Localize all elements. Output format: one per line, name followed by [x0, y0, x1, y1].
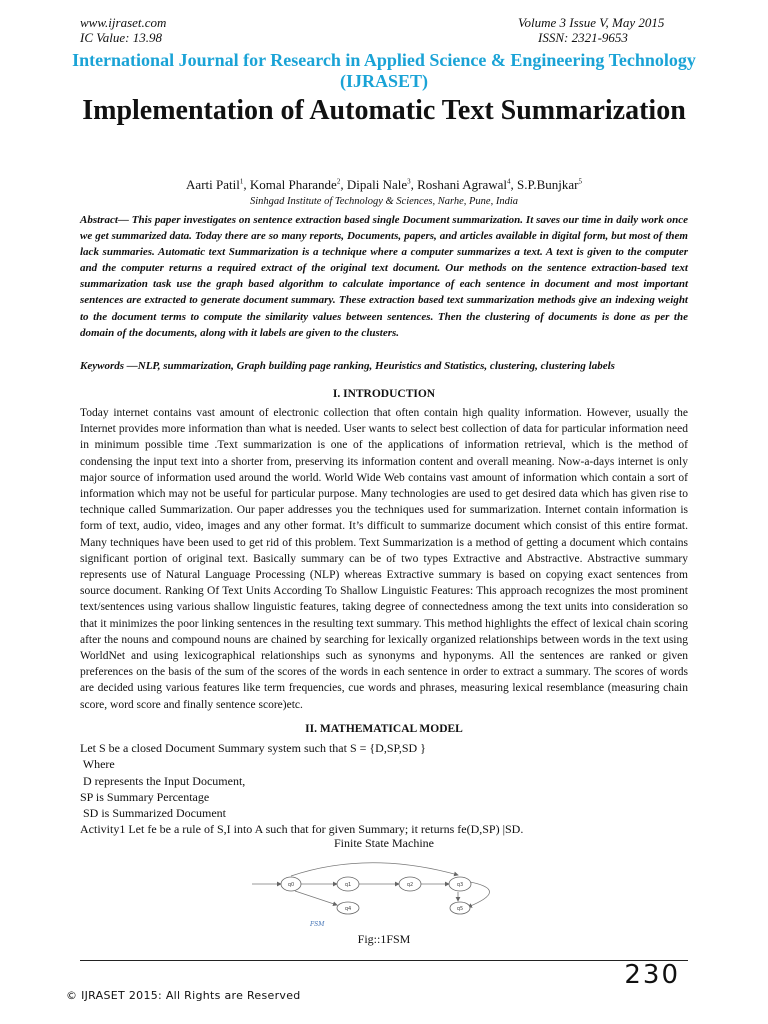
fsm-node-label: q0 — [287, 882, 295, 888]
author: Roshani Agrawal$^4$ — [417, 177, 511, 192]
running-header-left — [80, 15, 166, 45]
section-heading-introduction: I. INTRODUCTION — [332, 388, 436, 400]
fsm-node-label: q1 — [344, 882, 352, 888]
math-line: SP is Summary Percentage — [80, 789, 210, 804]
affiliation: Sinhgad Institute of Technology & Sciences, Narhe, Pune, India — [249, 196, 518, 207]
running-header-right — [518, 15, 664, 45]
fsm-diagram — [248, 858, 520, 930]
fsm-title: Finite State Machine — [334, 836, 434, 850]
math-line: Let S be a closed Document Summary system such that S = {D,SP,SD } — [80, 741, 426, 755]
author: Aarti Patil$^1$ — [186, 177, 244, 192]
copyright-footer: © IJRASET 2015: All Rights are Reserved — [66, 989, 301, 1002]
figure-caption: Fig::1FSM — [357, 932, 411, 946]
fsm-node-label: q3 — [456, 882, 464, 888]
introduction-body: Today internet contains vast amount of electronic collection that often contain high quality information. However, usually the Internet provides more information than what is needed. User wants to select best collection of data for particular information need in minimum possible time .Text summarization is one of the applications of information retrieval, which is the method of condensing the input text into a shorter from, preserving its information content and overall meaning. Now-a-days internet is only major source of information used around the world. World Wide Web contains vast amount of information which contain a sort of information which may not be useful for particular purpose. Many technologies are used to get desired data which has given rise to technique called Summarization. Our paper addresses you the techniques used for summarization. Internet contain information is form of text, audio, video, images and any other format. It’s difficult to summarize document which consist of this entire format. Many techniques have been used to get rid of this problem. Text Summarization is a method of getting a document which contains significant portion of original text. Basically summary can be of two types Extractive and Abstractive. Abstractive summary represents use of Natural Language Processing (NLP) whereas Extractive summary is based on copying exact sentences from source document. Ranking Of Text Units According To Shallow Linguistic Features: This approach recognizes the most prominent text/sentences using various shallow linguistic features, taking degree of connectedness among the text units into consideration so that it minimizes the poor linking sentences in the resulting text summary. This method highlights the effect of lexical chain scoring after the nouns and compound nouns are chained by searching for lexically organized relationships between words in the text using WorldNet and using lexicographical relationships such as synonyms and hyponyms. All the sentences are ranked or given preferences on the basis of the sum of the scores of the words in each sentence in order to extract a summary. The scores of words are decided using various features like term frequencies, cue words and phrases, measuring lexical resemblance (measuring chain score, word score and finally sentence score)etc. — [80, 407, 688, 711]
fsm-edge — [291, 863, 458, 876]
author: S.P.Bunjkar$^5$ — [517, 177, 582, 192]
fsm-label: FSM — [310, 921, 325, 928]
fsm-edge — [295, 891, 337, 905]
keywords: Keywords —NLP, summarization, Graph building page ranking, Heuristics and Statistics, clustering, clustering labels — [80, 360, 615, 372]
fsm-edge — [468, 882, 490, 907]
mathematical-model-body — [80, 740, 688, 838]
issn: ISSN: 2321-9653 — [538, 30, 628, 45]
math-line: Activity1 Let fe be a rule of S,I into A such that for given Summary; it returns fe(D,SP) |SD. — [80, 822, 524, 837]
math-line: D represents the Input Document, — [80, 773, 246, 788]
math-line: SD is Summarized Document — [80, 806, 226, 821]
volume-issue: Volume 3 Issue V, May 2015 — [518, 15, 665, 30]
author-list: Aarti Patil$^1$, Komal Pharande$^2$, Dipali Nale$^3$, Roshani Agrawal$^4$, S.P.Bunjkar$^5$ — [186, 177, 582, 192]
author: Komal Pharande$^2$ — [249, 177, 341, 192]
abstract: Abstract— This paper investigates on sentence extraction based single Document summarization. It saves our time in daily work once we get summarized data. Today there are so many reports, Documents, papers, and articles available in digital form, but most of them lack summaries. Automatic text Summarization is a technique where a computer summarizes a text. A text is given to the computer and the computer returns a required extract of the original text document. Our methods on the sentence extraction-based text summarization task use the graph based algorithm to calculate importance of each sentence in document and most important sentences are extracted to generate document summary. These extraction based text summarization methods give an indexing weight to the document terms to compute the similarity values between sentences. Then the clustering of documents is done as per the domain of the documents, along with it labels are given to the clusters. — [80, 214, 688, 339]
section-heading-mathematical-model: II. MATHEMATICAL MODEL — [305, 723, 463, 735]
page-number: 230 — [624, 960, 680, 990]
author: Dipali Nale$^3$ — [346, 177, 411, 192]
fsm-node-label: q5 — [456, 906, 464, 912]
fsm-node-label: q2 — [406, 882, 414, 888]
fsm-node-label: q4 — [344, 906, 352, 912]
journal-website: www.ijraset.com — [80, 15, 167, 30]
paper-title: Implementation of Automatic Text Summarization — [82, 95, 686, 126]
ic-value: IC Value: 13.98 — [80, 30, 162, 45]
journal-name: International Journal for Research in Applied Science & Engineering Technology (IJRASET) — [72, 50, 696, 91]
math-line: Where — [80, 757, 115, 772]
